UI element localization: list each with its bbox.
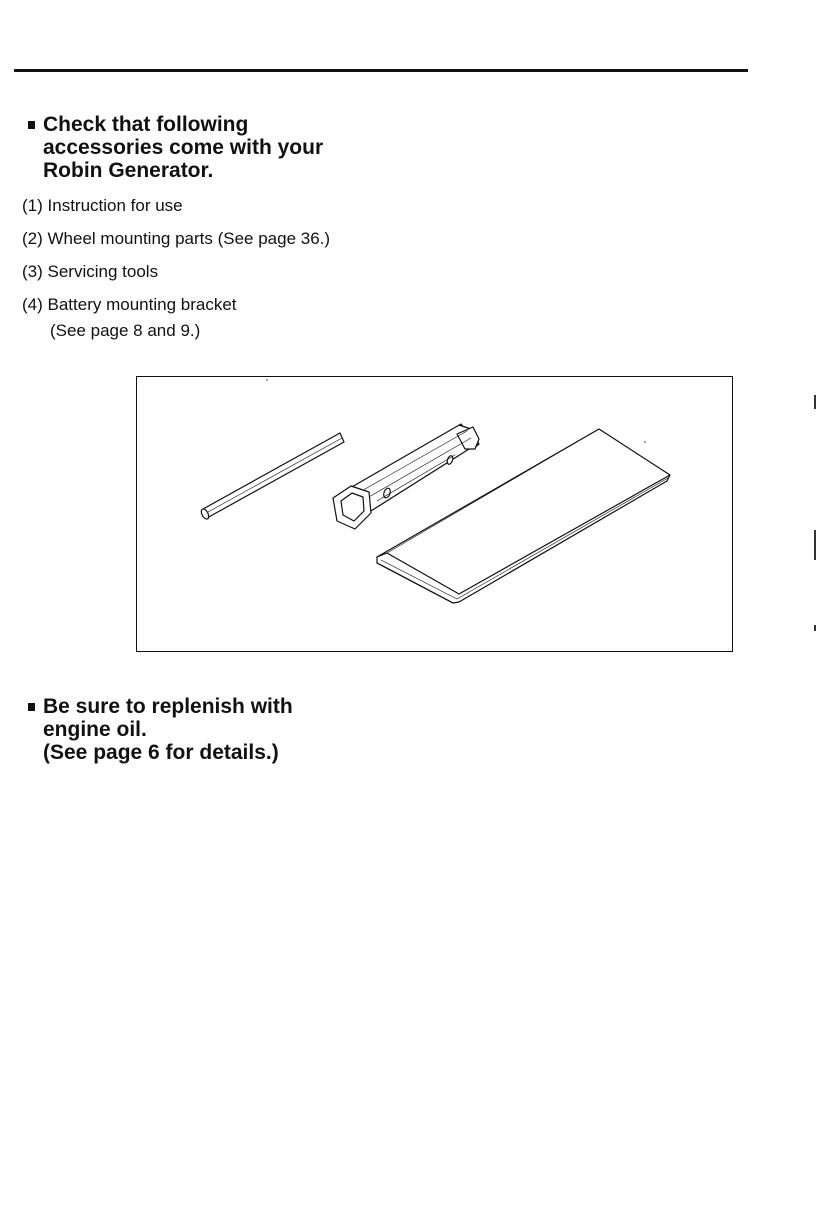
heading-line: Check that following: [43, 113, 249, 136]
item-number: (2): [22, 229, 43, 248]
rod-tool-icon: [200, 433, 344, 520]
accessories-list: [22, 195, 330, 353]
item-continuation: (See page 8 and 9.): [50, 321, 201, 340]
accessories-illustration: [136, 376, 733, 652]
top-rule: [14, 69, 748, 72]
speck: [644, 441, 646, 443]
heading-line: (See page 6 for details.): [43, 741, 279, 764]
heading-line: accessories come with your: [43, 136, 324, 159]
item-number: (3): [22, 262, 43, 281]
item-text: Servicing tools: [47, 262, 159, 281]
item-text: Battery mounting bracket: [47, 295, 237, 314]
list-item: [22, 228, 330, 250]
item-text: Wheel mounting parts (See page 36.): [47, 229, 331, 248]
heading-line: engine oil.: [43, 718, 147, 741]
heading-line: Be sure to replenish with: [43, 695, 293, 718]
item-number: (1): [22, 196, 43, 215]
engine-oil-heading: [28, 695, 293, 764]
item-text: Instruction for use: [47, 196, 183, 215]
heading-line: Robin Generator.: [43, 159, 214, 182]
list-item: [22, 195, 330, 217]
speck: [266, 379, 268, 381]
accessories-heading: [28, 113, 323, 182]
item-number: (4): [22, 295, 43, 314]
list-item: [22, 294, 330, 342]
list-item: [22, 261, 330, 283]
illustration-svg: [137, 377, 732, 651]
square-bullet-icon: [28, 703, 35, 711]
square-bullet-icon: [28, 121, 35, 129]
